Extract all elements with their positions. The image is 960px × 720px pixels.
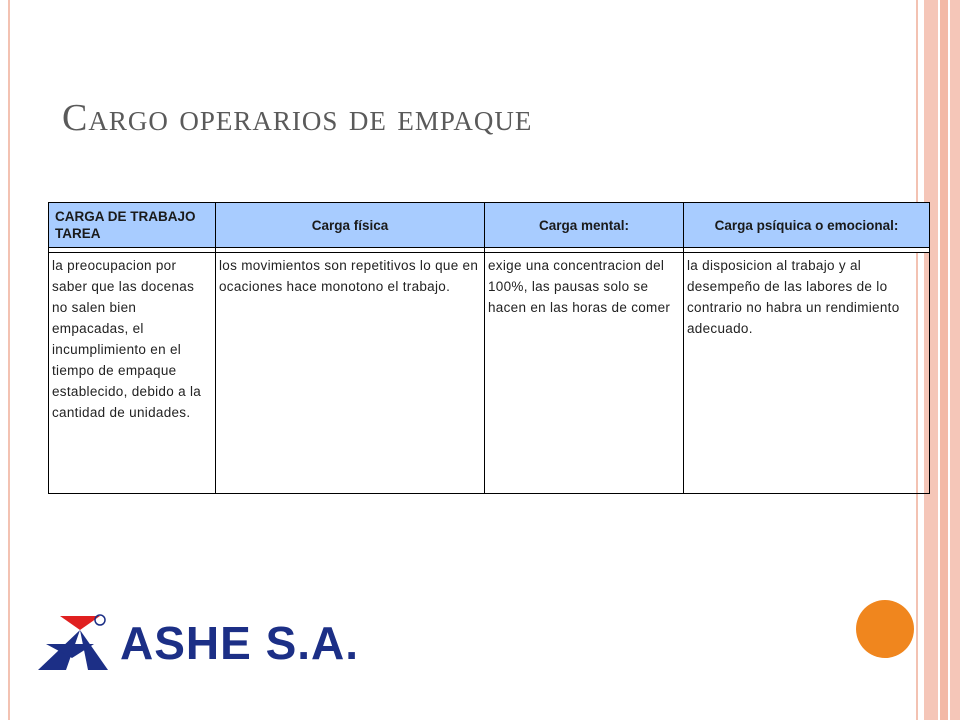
cell-mental-load: exige una concentracion del 100%, las pausas solo se hacen en las horas de comer (485, 253, 684, 494)
orange-circle-icon (856, 600, 914, 658)
header-emotional-load: Carga psíquica o emocional: (684, 203, 930, 248)
left-border-line (8, 0, 10, 720)
header-physical-load: Carga física (216, 203, 485, 248)
logo-text: ASHE S.A. (120, 617, 360, 669)
cell-emotional-load: la disposicion al trabajo y al desempeño de las labores de lo contrario no habra un rendimiento adecuado. (684, 253, 930, 494)
header-mental-load: Carga mental: (485, 203, 684, 248)
cell-task: la preocupacion por saber que las docenas no salen bien empacadas, el incumplimiento en el tiempo de empaque establecido, debido a la cantidad de unidades. (49, 253, 216, 494)
table-row (49, 253, 930, 494)
header-task: CARGA DE TRABAJO TAREA (49, 203, 216, 248)
cell-physical-load: los movimientos son repetitivos lo que en ocaciones hace monotono el trabajo. (216, 253, 485, 494)
table-header-row (49, 203, 930, 248)
slide-title: Cargo operarios de empaque (62, 97, 533, 139)
workload-table (48, 202, 930, 494)
